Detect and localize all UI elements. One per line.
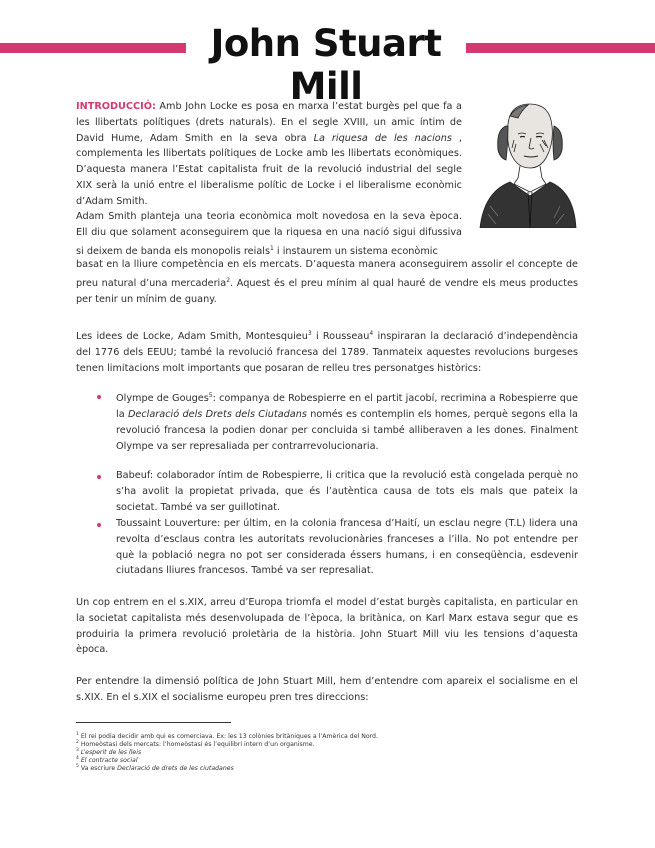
revolutions-paragraph [76, 326, 578, 377]
smith-text-b: i instaurem un sistema econòmic [273, 245, 438, 257]
page-title: John Stuart Mill [210, 22, 442, 108]
footnote-1-text: El rei podia decidir amb qui es comerciava. Ex: les 13 colònies britàniques a l’Amèrica del Nord. [80, 733, 378, 741]
gouges-text-a: : companya de Robespierre en el partit jacobí, recrimina a Robespierre que la [116, 393, 578, 421]
footnote-5 [76, 763, 596, 773]
revolutions-text-c: inspiraran la declaració d’independència del 1776 dels EEUU; també la revolució francesa del 1789. Tanmateix aquestes revolucions burgeses tenen limitacions molt importants que posaran de relleu tres personatges històrics: [76, 331, 579, 374]
header-rule-left [0, 43, 186, 53]
portrait-image [470, 96, 582, 228]
bullet-babeuf: Babeuf: colaborador íntim de Robespierre, li critica que la revolució està congelada perquè no s’ha avolit la propietat privada, que és l’autèntica causa de tots els mals que pateix la societat. També va ser guillotinat. [116, 470, 578, 513]
footnote-separator [76, 722, 231, 723]
book-title-wealth: La riquesa de les nacions [313, 132, 452, 144]
footnote-number-5: 5 [76, 764, 79, 769]
gouges-text-b: només es contemplin els homes, perquè segons ella la revolució francesa la podien donar per concluida si també alliberaven a les dones. Finalment Olympe va ser represaliada per contrarrevolucionaria. [116, 409, 578, 452]
smith-text-c: basat en la lliure competència en els mercats. D’aquesta manera aconseguirem assolir el concepte de preu natural d’una mercaderia [76, 259, 578, 290]
book-title-declaration: Declaració dels Drets dels Ciutadans [127, 409, 307, 421]
bullet-gouges [116, 388, 578, 454]
intro-paragraph [76, 99, 462, 210]
intro-text-b: , complementa les llibertats polítiques de Locke amb les llibertats econòmiques. D’aquesta manera l’Estat capitalista fruit de la revolució industrial del segle XIX serà la unió entre el liberalisme polític de Locke i el liberalisme econòmic d’Adam Smith. [76, 132, 462, 207]
footnote-number-4: 4 [76, 756, 79, 761]
gouges-name: Olympe de Gouges [116, 393, 209, 405]
footnote-ref-1[interactable]: 1 [270, 244, 274, 252]
smith-text-d: . Aquest és el preu mínim al qual hauré de vendre els meus productes per tenir un mínim de guany. [76, 278, 578, 305]
header-rule-right [466, 43, 655, 53]
intro-lead: INTRODUCCIÓ: [76, 101, 156, 112]
footnote-2-text: Homeòstasi dels mercats: l’homeòstasi és l’equilibri intern d’un organisme. [80, 741, 315, 749]
footnote-ref-4[interactable]: 4 [369, 330, 374, 337]
revolutions-text-a: Les idees de Locke, Adam Smith, Montesquieu [76, 331, 308, 343]
footnote-ref-5[interactable]: 5 [208, 392, 213, 399]
sxix-paragraph: Un cop entrem en el s.XIX, arreu d’Europa triomfa el model d’estat burgès capitalista, en particular en la societat capitalista més desenvolupada de l’època, la britànica, on Karl Marx estava segur que es produiria la primera revolució proletària de la història. John Stuart Mill viu les tensions d’aquesta època. [76, 597, 578, 656]
bullet-louverture: Toussaint Louverture: per últim, en la colonia francesa d’Haití, un esclau negre (T.L) lidera una revolta d’esclaus contra les autoritats revolucionàries franceses a l’illa. No pot entendre per què la població negra no pot ser considerada éssers humans, i en conseqüència, esdevenir ciutadans lliures francesos. També va ser represaliat. [116, 518, 578, 577]
intro-text-a: Amb John Locke es posa en marxa l’estat burgès pel que fa a les llibertats polítiques (drets naturals). En el segle XVIII, un amic íntim de David Hume, Adam Smith en la seva obra [76, 101, 462, 144]
smith-paragraph [76, 209, 462, 260]
footnote-number-1: 1 [76, 732, 79, 737]
smith-paragraph-cont [76, 257, 578, 308]
footnote-number-3: 3 [76, 748, 79, 753]
footnote-ref-3[interactable]: 3 [307, 330, 312, 337]
footnote-number-2: 2 [76, 740, 79, 745]
footnote-3-text: L’esperit de les lleis [80, 749, 142, 757]
footnote-ref-2[interactable]: 2 [226, 276, 231, 284]
bullet-dot-babeuf [97, 475, 101, 479]
footnote-4-text: El contracte social [80, 757, 138, 765]
smith-text-a: Adam Smith planteja una teoria econòmica molt novedosa en la seva època. Ell diu que solament aconseguirem que la riquesa en una nació sigui difussiva si deixem de banda els monopolis reials [76, 211, 462, 257]
footnote-5-text-a: Va escriure [80, 765, 118, 773]
revolutions-text-b: i Rousseau [311, 331, 370, 343]
footnote-5-text-b: Declaració de drets de les ciutadanes [117, 765, 234, 773]
bullet-dot-gouges [97, 395, 101, 399]
politics-paragraph: Per entendre la dimensió política de John Stuart Mill, hem d’entendre com apareix el socialisme en el s.XIX. En el s.XIX el socialisme europeu pren tres direccions: [76, 676, 578, 703]
bullet-dot-louverture [97, 523, 101, 527]
